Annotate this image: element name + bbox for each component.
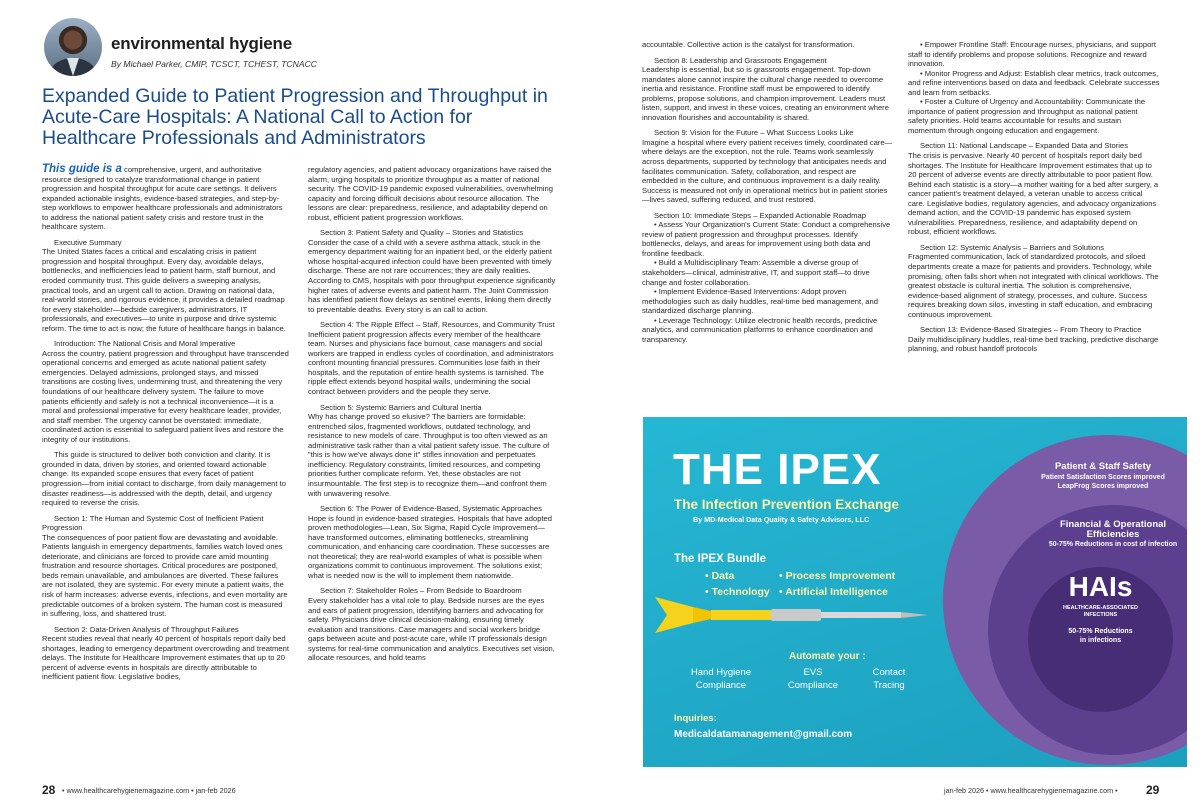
heading-introduction: Introduction: The National Crisis and Moral Imperative bbox=[54, 339, 236, 349]
heading-section-11: Section 11: National Landscape – Expanded Data and Stories bbox=[920, 141, 1128, 151]
contact-email: Medicaldatamanagement@gmail.com bbox=[674, 729, 853, 740]
col3-continued-text: accountable. Collective action is the catalyst for transformation. bbox=[642, 40, 855, 49]
service-contact-tracing: Contact Tracing bbox=[872, 667, 906, 691]
bullet-build-team: • Build a Multidisciplinary Team: Assemble a diverse group of stakeholders—clinical, administrative, IT, and support staff—to drive change and foster collaboration. bbox=[642, 258, 870, 287]
automate-heading: Automate your : bbox=[789, 651, 866, 662]
bullet-foster-culture: • Foster a Culture of Urgency and Accountability: Communicate the importance of patient progression and throughput as national patient safety priorities. Hold teams accountable for results and sustain momentum through ongoing education and engagement. bbox=[908, 97, 1146, 135]
hai-line2: INFECTIONS bbox=[1083, 612, 1118, 618]
heading-section-4: Section 4: The Ripple Effect – Staff, Resources, and Community Trust bbox=[320, 320, 555, 330]
col2-continued-text: regulatory agencies, and patient advocacy organizations have raised the alarm, urging hospitals to prioritize throughput as a matter of national security. The COVID-19 pandemic exposed vulnerabilities, overwhelming capacity and forcing difficult decisions about resource allocation. The lessons are clear: preparedness, resilience, and adaptability depend on robust, efficient patient progression workflows. bbox=[308, 165, 553, 222]
section-4-text: Inefficient patient progression affects every member of the healthcare team. Nurses and physicians face burnout, case managers and social workers are trapped in endless cycles of coordination, and administrators confront mounting financial pressures. Communities lose faith in their hospitals, and the reputation of entire health systems is tarnished. The ripple effect extends beyond hospital walls, undermining the social contract between providers and the people they serve. bbox=[308, 329, 554, 397]
section-8-text: Leadership is essential, but so is grassroots engagement. Top-down mandates alone cannot inspire the cultural change needed to overcome inertia and resistance. Frontline staff must be empowered to identify problems, propose solutions, and champion improvement. Leaders must listen, support, and invest in these voices, creating an environment where innovation flourishes and accountability is shared. bbox=[642, 65, 889, 122]
bundle-item-technology: • Technology bbox=[705, 586, 770, 598]
bullet-leverage-technology: • Leverage Technology: Utilize electronic health records, predictive analytics, and communication platforms to enhance coordination and transparency. bbox=[642, 315, 878, 344]
service-evs: EVS Compliance bbox=[787, 667, 839, 691]
article-headline: Expanded Guide to Patient Progression and Throughput in Acute-Care Hospitals: A National Call to Action for Healthcare Professionals and Administrators bbox=[42, 85, 548, 149]
column-4 bbox=[908, 40, 1160, 360]
section-13-text: Daily multidisciplinary huddles, real-time bed tracking, predictive discharge planning, and robust handoff protocols bbox=[908, 334, 1159, 354]
intro-lead: This guide is a bbox=[42, 163, 122, 175]
service-hand-hygiene: Hand Hygiene Compliance bbox=[690, 667, 752, 691]
ring2-title-2: Efficiencies bbox=[1086, 529, 1140, 540]
section-5-text: Why has change proved so elusive? The barriers are formidable: entrenched silos, fragmented workflows, outdated technology, and resistance to new models of care. Throughput is too often viewed as an administrative task rather than a vital patient safety issue. The culture of "this is how we've always done it" stifles innovation and perpetuates inefficiency. Regulatory constraints, limited resources, and competing priorities further complicate reform. Yet, these obstacles are not insurmountable. The first step is to recognize them—and confront them with unwavering resolve. bbox=[308, 412, 550, 498]
bullet-assess: • Assess Your Organization's Current State: Conduct a comprehensive review of patient progression and throughput processes. Identify bottlenecks, delays, and areas for improvement using both data and frontline feedback. bbox=[642, 220, 891, 258]
heading-section-9: Section 9: Vision for the Future – What Success Looks Like bbox=[654, 128, 854, 138]
author-photo bbox=[44, 18, 102, 76]
hai-line1: HEALTHCARE-ASSOCIATED bbox=[1063, 605, 1138, 611]
footer-right: jan-feb 2026 • www.healthcarehygienemagazine.com • bbox=[944, 786, 1118, 795]
hai-line4: in infections bbox=[1079, 637, 1122, 644]
bullet-implement: • Implement Evidence-Based Interventions: Adopt proven methodologies such as daily huddles, real-time bed management, and standardized discharge planning. bbox=[642, 287, 878, 316]
ipex-advertisement bbox=[643, 417, 1187, 767]
hai-line3: 50-75% Reductions bbox=[1068, 628, 1133, 635]
section-11-text: The crisis is pervasive. Nearly 40 percent of hospitals report daily bed shortages. The Institute for Healthcare Improvement estimates that up to 20 percent of adverse events are directly attributable to poor patient flow. Behind each statistic is a story—a mother waiting for a bed after surgery, a cancer patient's treatment delayed, a veteran unable to access critical care. Legislative bodies, regulatory agencies, and advocacy organizations demand action, and the COVID-19 pandemic has exposed system vulnerabilities. Preparedness, resilience, and adaptability depend on robust, efficient workflows. bbox=[908, 151, 1159, 237]
inquiries-label: Inquiries: bbox=[674, 713, 717, 724]
heading-section-8: Section 8: Leadership and Grassroots Engagement bbox=[654, 55, 827, 65]
section-9-text: Imagine a hospital where every patient receives timely, coordinated care—where delays are the exception, not the rule. Teams work seamlessly across departments, supported by technology that anticipates needs and facilitates communication. Safety, collaboration, and respect are embedded in the culture, and continuous improvement is a daily reality. Success is measured not only in operational metrics but in patient stories—lives saved, suffering reduced, and trust restored. bbox=[642, 137, 893, 205]
byline: By Michael Parker, CMIP, TCSCT, TCHEST, TCNACC bbox=[111, 59, 317, 69]
ipex-subtitle: The Infection Prevention Exchange bbox=[674, 497, 900, 512]
page-number-right: 29 bbox=[1146, 783, 1160, 797]
bundle-item-process: • Process Improvement bbox=[779, 570, 896, 582]
page-number-left: 28 bbox=[42, 783, 56, 797]
section-7-text: Every stakeholder has a vital role to play. Bedside nurses are the eyes and ears of patient progression, identifying barriers and advocating for safety. Physicians drive clinical decision-making, ensuring timely evaluation and transitions. Case managers and social workers bridge gaps between acute and post-acute care, while IT professionals design systems for real-time communication and analytics. Executives set vision, allocate resources, and hold teams bbox=[308, 595, 555, 663]
ipex-title: THE IPEX bbox=[673, 445, 882, 494]
executive-summary: The United States faces a critical and escalating crisis in patient progression and hospital throughput. Every day, avoidable delays, bottlenecks, and inefficiencies lead to patient harm, staff burnout, and eroded community trust. This guide delivers a sweeping analysis, practical tools, and an urgent call to action. Drawing on national data, real-world stories, and rigorous evidence, it provides a detailed roadmap for every stakeholder—bedside caregivers, administrators, IT professionals, and executives—to unite in purpose and drive systemic reform. The time to act is now; the future of healthcare hangs in balance. bbox=[42, 247, 286, 333]
heading-section-5: Section 5: Systemic Barriers and Cultural Inertia bbox=[320, 402, 482, 412]
heading-section-12: Section 12: Systemic Analysis – Barriers and Solutions bbox=[920, 242, 1105, 252]
ring1-line1: Patient Satisfaction Scores improved bbox=[1041, 474, 1165, 481]
section-2-text: Recent studies reveal that nearly 40 percent of hospitals report daily bed shortages, leading to emergency department overcrowding and treatment delays. The Institute for Healthcare Improvement estimates that up to 20 percent of adverse events in hospitals are directly attributable to inefficient patient flow. Legislative bodies, bbox=[42, 634, 289, 682]
heading-section-3: Section 3: Patient Safety and Quality – Stories and Statistics bbox=[320, 228, 524, 238]
section-6-text: Hope is found in evidence-based strategies. Hospitals that have adopted proven methodologies—Lean, Six Sigma, Rapid Cycle Improvement—have transformed outcomes, eliminating bottlenecks, streamlining communication, and enhancing care coordination. These successes are not theoretical; they are real-world examples of what is possible when organizations commit to continuous improvement. The solutions exist; what is needed now is the will to implement them nationwide. bbox=[308, 513, 553, 580]
section-12-text: Fragmented communication, lack of standardized protocols, and siloed departments create a maze for patients and providers. Technology, while promising, often falls short when not integrated with clinical workflows. The greatest obstacle is cultural inertia. The solution is comprehensive, evidence-based alignment of strategy, processes, and culture. Success requires breaking down silos, investing in staff education, and embracing continuous improvement. bbox=[908, 252, 1159, 319]
dart-icon bbox=[653, 585, 933, 645]
column-1 bbox=[42, 165, 290, 688]
heading-executive-summary: Executive Summary bbox=[54, 237, 122, 247]
section-1-text: The consequences of poor patient flow are devastating and avoidable. Patients languish in emergency departments, families watch loved ones deteriorate, and clinicians are forced to provide care amid mounting frustration and resource shortages. Critical procedures are postponed, beds remain unavailable, and ambulances are diverted. These failures are not isolated, they are systemic. For every minute a patient waits, the risk of harm increases: adverse events, infections, and even mortality are predictable outcomes of a broken system. The human cost is measured in suffering, loss, and shattered trust. bbox=[42, 532, 288, 619]
heading-section-13: Section 13: Evidence-Based Strategies – From Theory to Practice bbox=[920, 325, 1142, 335]
ring2-title-1: Financial & Operational bbox=[1059, 519, 1167, 530]
bundle-item-ai: • Artificial Intelligence bbox=[779, 586, 888, 598]
footer-left: • www.healthcarehygienemagazine.com • jan-feb 2026 bbox=[62, 786, 236, 795]
bundle-item-data: • Data bbox=[705, 570, 735, 582]
ring1-line2: LeapFrog Scores improved bbox=[1057, 483, 1149, 490]
introduction-text: Across the country, patient progression and throughput have transcended operational concerns and emerged as acute national patient safety emergencies. Delayed admissions, prolonged stays, and missed transitions are costing lives, undermining trust, and threatening the very foundations of our healthcare delivery system. The failure to move patients efficiently and safely is not a technical inconvenience—it is a moral and professional imperative for every healthcare leader, provider, and staff member. The urgency cannot be overstated: immediate, coordinated action is essential to safeguard patient lives and restore the integrity of our institutions. bbox=[42, 348, 289, 444]
heading-section-1: Section 1: The Human and Systemic Cost of Inefficient Patient Progression bbox=[42, 513, 264, 533]
heading-section-10: Section 10: Immediate Steps – Expanded Actionable Roadmap bbox=[654, 210, 866, 220]
heading-section-7: Section 7: Stakeholder Roles – From Bedside to Boardroom bbox=[320, 586, 522, 596]
ipex-company: By MD-Medical Data Quality & Safety Advisors, LLC bbox=[693, 515, 870, 524]
heading-section-2: Section 2: Data-Driven Analysis of Throughput Failures bbox=[54, 624, 239, 634]
hai-title: HAIs bbox=[1068, 571, 1133, 602]
bullet-empower: • Empower Frontline Staff: Encourage nurses, physicians, and support staff to identify problems and propose solutions. Recognize and reward innovation. bbox=[908, 40, 1156, 69]
intro-paragraph: comprehensive, urgent, and authoritative resource designed to catalyze transformational change in patient progression and hospital throughput for acute care settings. It delivers expanded actionable insights, evidence-based strategies, and step-by-step workflows to empower healthcare professionals and administrators to address the national patient safety crisis and restore trust in the healthcare system. bbox=[42, 165, 283, 232]
bullet-monitor: • Monitor Progress and Adjust: Establish clear metrics, track outcomes, and refine interventions based on data and feedback. Celebrate successes and learn from setbacks. bbox=[908, 68, 1160, 97]
ring1-title: Patient & Staff Safety bbox=[1054, 461, 1152, 472]
column-3 bbox=[642, 40, 894, 350]
introduction-text-2: This guide is structured to deliver both conviction and clarity. It is grounded in data, driven by stories, and oriented toward actionable change. Its expanded scope ensures that every facet of patient progression—from initial contact to discharge, from daily management to disaster readiness—is addressed with the depth, detail, and urgency required to reverse the crisis. bbox=[42, 450, 286, 508]
section-3-text: Consider the case of a child with a severe asthma attack, stuck in the emergency department waiting for an inpatient bed, or the elderly patient whose hospital-acquired infection could have been prevented with timely discharge. These are not rare occurrences; they are daily realities. According to CMS, hospitals with poor throughput experience significantly higher rates of adverse events and patient harm. The Joint Commission has identified patient flow delays as sentinel events, linking them directly to preventable deaths. Every story is an call to action. bbox=[308, 237, 556, 314]
column-2 bbox=[308, 165, 558, 669]
section-title: environmental hygiene bbox=[111, 34, 292, 53]
bundle-heading: The IPEX Bundle bbox=[674, 553, 767, 565]
ring2-line1: 50-75% Reductions in cost of infection bbox=[1048, 541, 1178, 548]
heading-section-6: Section 6: The Power of Evidence-Based, Systematic Approaches bbox=[320, 504, 542, 514]
